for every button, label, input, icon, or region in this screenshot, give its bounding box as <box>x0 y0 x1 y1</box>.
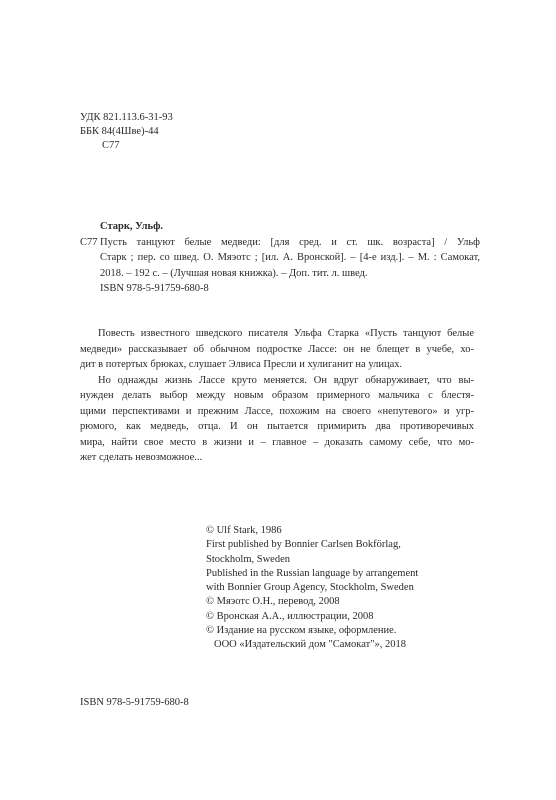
record-text: 2018. – 192 с. – (Лучшая новая книжка). – Доп. тит. л. швед. <box>100 267 368 279</box>
udk-bbk-block <box>80 111 480 153</box>
copyright-line: Published in the Russian language by arrangement <box>206 567 419 579</box>
bbk-line: ББК 84(4Шве)-44 <box>80 126 159 137</box>
copyright-line: © Издание на русском языке, оформление. <box>206 625 397 637</box>
annotation-line: Повесть известного шведского писателя Ульфа Старка «Пусть танцуют белые <box>98 328 474 339</box>
copyright-line: ООО «Издательский дом "Самокат"», 2018 <box>214 639 407 651</box>
author-code-line: С77 <box>102 140 120 151</box>
annotation <box>80 326 474 466</box>
author-code: С77 <box>80 236 98 248</box>
copyright-line: with Bonnier Group Agency, Stockholm, Sweden <box>206 582 414 594</box>
copyright-block <box>206 524 476 653</box>
record-first-line <box>80 235 480 251</box>
copyright-line: Stockholm, Sweden <box>206 553 290 565</box>
record-isbn: ISBN 978-5-91759-680-8 <box>100 283 209 294</box>
udk-line: УДК 821.113.6-31-93 <box>80 112 173 123</box>
isbn: ISBN 978-5-91759-680-8 <box>80 697 189 708</box>
annotation-line: жет сделать невозможное... <box>80 452 203 463</box>
annotation-line: рюмого, как медведь, отца. И он пытается примирить два противоречивых <box>80 421 474 432</box>
copyright-line: First published by Bonnier Carlsen Bokförlag, <box>206 539 401 551</box>
bibliographic-record <box>80 219 480 297</box>
author-name: Старк, Ульф. <box>100 221 163 232</box>
annotation-line: медведи» рассказывает об обычном подростке Лассе: он не блещет в учебе, хо- <box>80 343 474 355</box>
annotation-line: щими перспективами и прежним Лассе, похожим на своего «непутевого» и угр- <box>80 405 474 417</box>
annotation-line: Но однажды жизнь Лассе круто меняется. Он вдруг обнаруживает, что вы- <box>98 374 474 386</box>
annotation-line: дит в потертых брюках, слушает Элвиса Пресли и хулиганит на улицах. <box>80 359 403 370</box>
annotation-line: нужден делать выбор между новым образом примерного мальчика с блестя- <box>80 390 474 401</box>
annotation-line: мира, найти свое место в жизни и – главное – доказать самому себе, что мо- <box>80 436 474 448</box>
record-text: Пусть танцуют белые медведи: [для сред. и ст. шк. возраста] / Ульф <box>100 236 480 248</box>
copyright-line: © Вронская А.А., иллюстрации, 2008 <box>206 610 374 622</box>
copyright-line: © Ulf Stark, 1986 <box>206 525 282 536</box>
copyright-line: © Мяэотс О.Н., перевод, 2008 <box>206 596 340 608</box>
record-text: Старк ; пер. со швед. О. Мяэотс ; [ил. А. Вронской]. – [4-е изд.]. – М. : Самокат, <box>100 252 480 263</box>
